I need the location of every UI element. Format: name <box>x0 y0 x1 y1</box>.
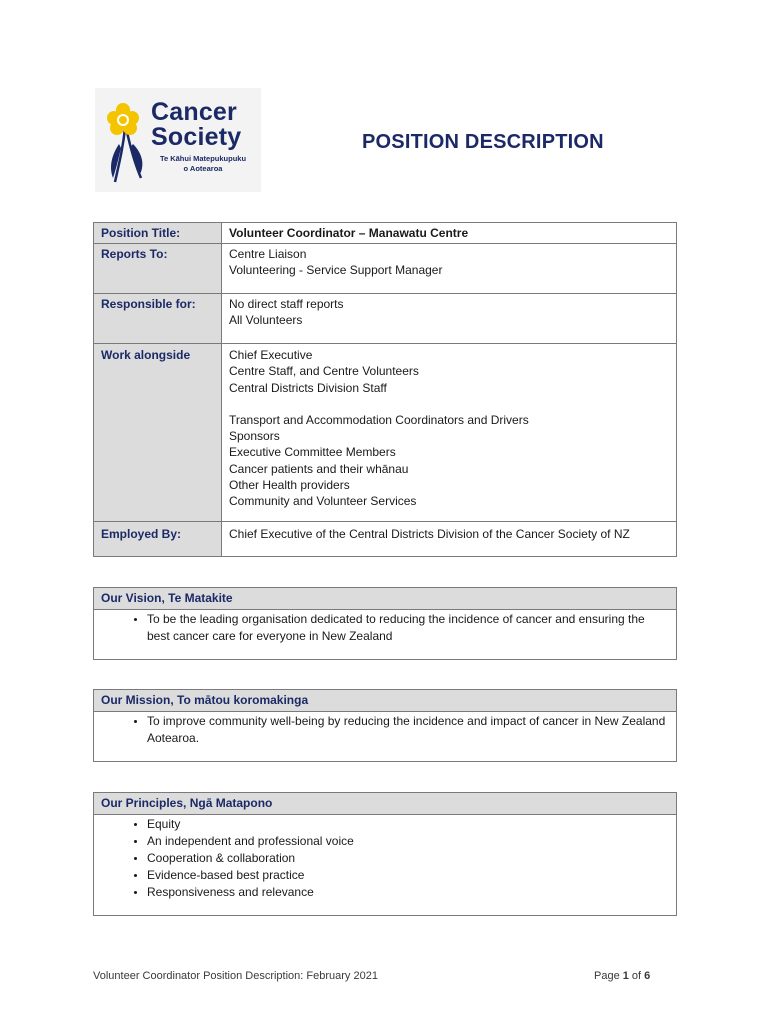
page-title: POSITION DESCRIPTION <box>362 131 604 153</box>
employed-by-label: Employed By: <box>94 522 222 557</box>
work-alongside-line: Cancer patients and their whānau <box>229 461 409 476</box>
logo-maori-name <box>151 154 255 174</box>
responsible-line: No direct staff reports <box>229 297 344 311</box>
daffodil-icon <box>103 98 149 184</box>
vision-list <box>94 610 676 645</box>
reports-to-value <box>222 244 677 294</box>
table-row <box>94 294 677 344</box>
mission-heading: Our Mission, To mātou koromakinga <box>94 690 676 712</box>
work-alongside-line: Transport and Accommodation Coordinators and Drivers <box>229 412 529 427</box>
footer-page-number <box>594 970 650 982</box>
position-title-value: Volunteer Coordinator – Manawatu Centre <box>222 223 677 244</box>
logo-word-society: Society <box>151 123 242 151</box>
list-item: • An independent and professional voice <box>147 833 666 850</box>
work-alongside-line: Executive Committee Members <box>229 445 396 460</box>
page-current: 1 <box>622 970 629 982</box>
list-item: • Evidence-based best practice <box>147 867 666 884</box>
page-of: of <box>628 970 645 982</box>
page-prefix: Page <box>594 970 623 982</box>
list-item: • To improve community well-being by reducing the incidence and impact of cancer in New Zealand Aotearoa. <box>147 713 666 747</box>
work-alongside-label: Work alongside <box>94 344 222 522</box>
table-row <box>94 344 677 522</box>
list-item: • Equity <box>147 816 666 833</box>
page-total: 6 <box>644 970 651 982</box>
vision-box <box>93 587 677 660</box>
work-alongside-line: Central Districts Division Staff <box>229 380 387 395</box>
position-title-label: Position Title: <box>94 223 222 244</box>
work-alongside-line: Centre Staff, and Centre Volunteers <box>229 364 419 379</box>
work-alongside-line: Chief Executive <box>229 348 313 362</box>
work-alongside-line: Sponsors <box>229 429 280 444</box>
principles-list <box>94 815 676 901</box>
responsible-line: All Volunteers <box>229 313 303 328</box>
list-item: • Responsiveness and relevance <box>147 884 666 901</box>
list-item: • Cooperation & collaboration <box>147 850 666 867</box>
mission-list <box>94 712 676 747</box>
footer-document-title: Volunteer Coordinator Position Description: February 2021 <box>93 970 378 982</box>
work-alongside-value <box>222 344 677 522</box>
principles-box <box>93 792 677 916</box>
table-row <box>94 244 677 294</box>
reports-to-line: Centre Liaison <box>229 247 307 261</box>
table-row <box>94 223 677 244</box>
logo-maori-line-1: Te Kāhui Matepukupuku <box>159 154 247 163</box>
logo-word-cancer: Cancer <box>151 98 237 126</box>
work-alongside-line: Community and Volunteer Services <box>229 494 417 509</box>
cancer-society-logo <box>95 88 261 192</box>
responsible-for-value <box>222 294 677 344</box>
mission-box <box>93 689 677 762</box>
list-item: • To be the leading organisation dedicated to reducing the incidence of cancer and ensuring the best cancer care for everyone in New Zealand <box>147 611 666 645</box>
work-alongside-line: Other Health providers <box>229 478 350 493</box>
reports-to-label: Reports To: <box>94 244 222 294</box>
position-info-table <box>93 222 677 557</box>
reports-to-line: Volunteering - Service Support Manager <box>229 263 443 278</box>
table-row <box>94 522 677 557</box>
principles-heading: Our Principles, Ngā Matapono <box>94 793 676 815</box>
vision-heading: Our Vision, Te Matakite <box>94 588 676 610</box>
logo-maori-line-2: o Aotearoa <box>183 164 223 173</box>
employed-by-value: Chief Executive of the Central Districts Division of the Cancer Society of NZ <box>222 522 677 557</box>
responsible-for-label: Responsible for: <box>94 294 222 344</box>
